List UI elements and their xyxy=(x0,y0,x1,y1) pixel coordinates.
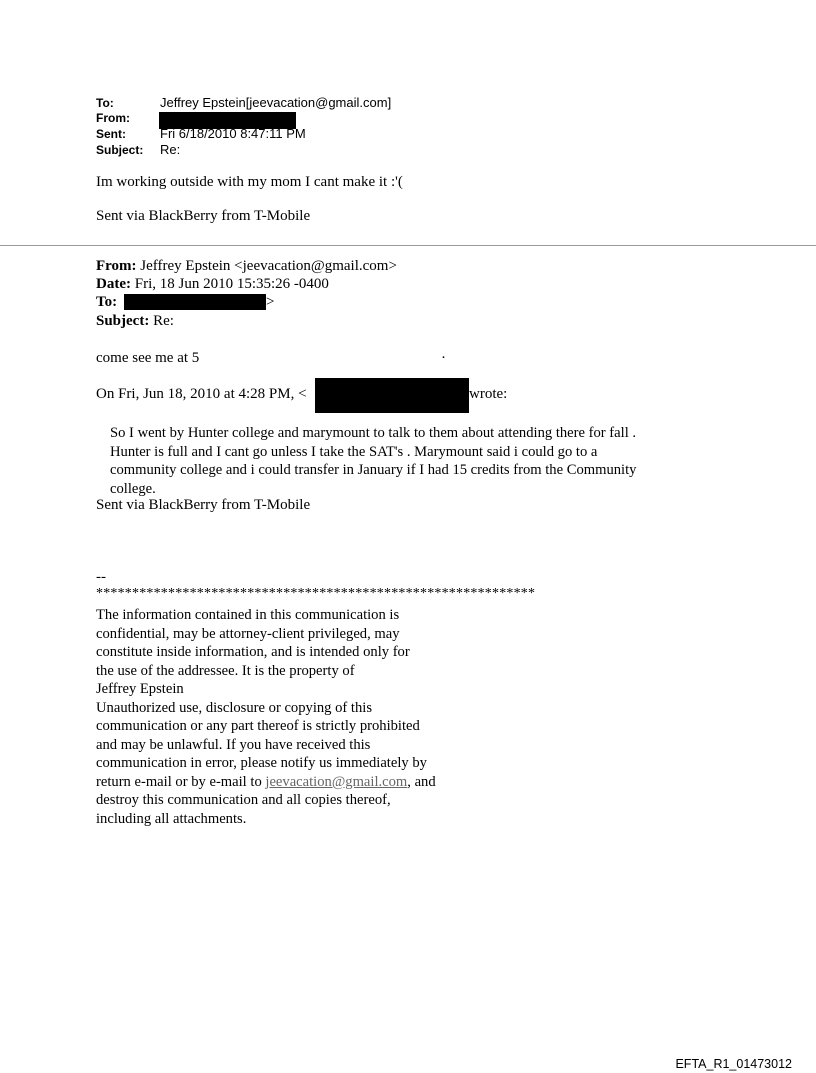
disclaimer-line: the use of the addressee. It is the property of xyxy=(96,662,355,679)
disclaimer-line: communication in error, please notify us immediately by xyxy=(96,755,427,771)
redaction-box xyxy=(315,378,469,413)
quote-intro-prefix: On Fri, Jun 18, 2010 at 4:28 PM, xyxy=(96,386,295,402)
signature-dashes: -- xyxy=(96,569,106,585)
to-value: Jeffrey Epstein[jeevacation@gmail.com] xyxy=(160,95,392,110)
original-to-suffix: > xyxy=(266,294,275,310)
email-link[interactable]: jeevacation@gmail.com xyxy=(265,773,408,790)
disclaimer-line: The information contained in this communication is xyxy=(96,607,400,623)
stray-dot: · xyxy=(441,350,446,366)
disclaimer-return-line xyxy=(96,773,496,792)
original-from-value: Jeffrey Epstein <jeevacation@gmail.com> xyxy=(140,258,397,274)
original-date xyxy=(96,276,329,293)
quoted-line: community college and i could transfer in January if I had 15 credits from the Community xyxy=(110,462,637,478)
redaction-box xyxy=(124,294,266,310)
reply-signature: Sent via BlackBerry from T-Mobile xyxy=(96,208,311,224)
disclaimer-line: Jeffrey Epstein xyxy=(96,681,184,697)
quoted-line: college. xyxy=(110,480,156,497)
quote-intro xyxy=(96,386,307,403)
quote-intro-lt: < xyxy=(298,386,307,402)
disclaimer-line: destroy this communication and all copies thereof, xyxy=(96,792,391,808)
disclaimer-line: communication or any part thereof is strictly prohibited xyxy=(96,718,420,734)
disclaimer-line: including all attachments. xyxy=(96,810,247,827)
to-label: To: xyxy=(96,96,114,110)
star-divider: ************************************************************* xyxy=(96,586,536,601)
original-date-value: Fri, 18 Jun 2010 15:35:26 -0400 xyxy=(134,276,329,292)
return-suffix: , and xyxy=(407,773,436,790)
disclaimer-line: constitute inside information, and is intended only for xyxy=(96,644,410,660)
message-text: come see me at 5 xyxy=(96,350,200,366)
quoted-signature: Sent via BlackBerry from T-Mobile xyxy=(96,497,311,513)
return-prefix: return e-mail or by e-mail to xyxy=(96,773,266,790)
disclaimer-line: and may be unlawful. If you have received this xyxy=(96,736,371,753)
subject-value: Re: xyxy=(160,142,181,157)
original-from-label: From: xyxy=(96,258,137,274)
original-subject xyxy=(96,313,174,330)
original-to xyxy=(96,294,117,311)
original-to-label: To: xyxy=(96,294,118,310)
original-date-label: Date: xyxy=(96,276,131,292)
disclaimer-line: Unauthorized use, disclosure or copying of this xyxy=(96,699,373,716)
original-from xyxy=(96,258,397,275)
original-subject-label: Subject: xyxy=(96,313,150,329)
quoted-line: Hunter is full and I cant go unless I take the SAT's . Marymount said i could go to a xyxy=(110,443,598,460)
subject-label: Subject: xyxy=(96,143,144,157)
bates-number: EFTA_R1_01473012 xyxy=(675,1057,792,1071)
disclaimer-line: confidential, may be attorney-client privileged, may xyxy=(96,625,400,642)
reply-text: Im working outside with my mom I cant make it :'( xyxy=(96,174,403,190)
confidentiality-notice xyxy=(96,606,496,828)
quote-intro-suffix: wrote: xyxy=(469,386,508,402)
quoted-line: So I went by Hunter college and marymount to talk to them about attending there for fall . xyxy=(110,425,637,441)
sent-label: Sent: xyxy=(96,127,126,141)
quoted-message xyxy=(110,424,636,498)
from-label: From: xyxy=(96,111,130,125)
sent-value: Fri 6/18/2010 8:47:11 PM xyxy=(160,126,306,141)
original-subject-value: Re: xyxy=(153,313,174,329)
separator-line xyxy=(0,245,816,246)
